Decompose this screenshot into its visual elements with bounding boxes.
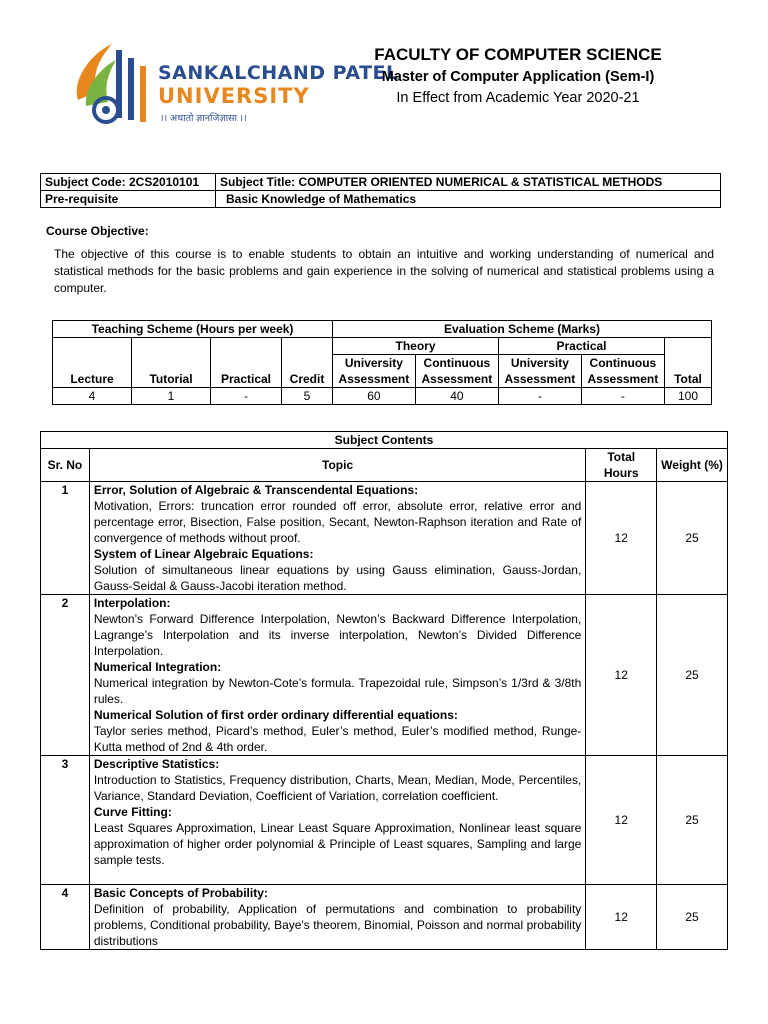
teaching-scheme-header: Teaching Scheme (Hours per week)	[53, 321, 333, 338]
table-row	[41, 482, 728, 595]
row-weight: 25	[657, 885, 728, 950]
topic-heading: Descriptive Statistics:	[93, 757, 220, 771]
subject-code: Subject Code: 2CS2010101	[41, 174, 216, 191]
row-sr: 3	[41, 756, 90, 885]
topic-body: Definition of probability, Application of permutations and combination to probability problems, Conditional probability, Baye's theorem, Binomial, Poisson and normal probability distributions	[93, 902, 582, 948]
col-credit: Credit	[282, 338, 333, 388]
value-credit: 5	[282, 388, 333, 405]
table-row	[41, 756, 728, 885]
university-motto: ।। अथातो ज्ञानजिज्ञासा ।।	[160, 113, 247, 124]
evaluation-scheme-header: Evaluation Scheme (Marks)	[333, 321, 712, 338]
topic-heading: Basic Concepts of Probability:	[93, 886, 268, 900]
topic-heading: Numerical Solution of first order ordinary differential equations:	[93, 708, 458, 722]
effect-year: In Effect from Academic Year 2020-21	[396, 90, 640, 106]
topic-body: Introduction to Statistics, Frequency distribution, Charts, Mean, Median, Mode, Percentiles, Variance, Standard Deviation, Coefficient of Variation, correlation coefficient.	[93, 773, 582, 803]
col-lecture: Lecture	[53, 338, 132, 388]
topic-heading: System of Linear Algebraic Equations:	[93, 547, 314, 561]
value-lecture: 4	[53, 388, 132, 405]
university-name-line1: SANKALCHAND PATEL	[158, 62, 399, 84]
row-hours: 12	[586, 482, 657, 595]
subject-info-table	[40, 173, 721, 208]
theory-univ-assessment: University Assessment	[333, 355, 416, 388]
value-theory-cont: 40	[415, 388, 498, 405]
row-hours: 12	[586, 595, 657, 756]
course-objective-text: The objective of this course is to enable students to obtain an intuitive and working understanding of numerical and statistical methods for the basic problems and gain experience in the solving of numerical and statistical problems using a computer.	[54, 247, 714, 295]
row-sr: 1	[41, 482, 90, 595]
faculty-title: FACULTY OF COMPUTER SCIENCE	[374, 45, 662, 64]
practical-cont-assessment: Continuous Assessment	[581, 355, 664, 388]
topic-body: Motivation, Errors: truncation error rounded off error, absolute error, relative error and percentage error, Bisection, False position, Secant, Newton-Raphson iteration and Rate of convergence of methods without proof.	[93, 499, 582, 545]
col-sr-no: Sr. No	[41, 449, 90, 482]
theory-cont-assessment: Continuous Assessment	[415, 355, 498, 388]
topic-body: Taylor series method, Picard’s method, Euler’s method, Euler’s modified method, Runge-Kutta method of 2nd & 4th order.	[93, 724, 582, 754]
col-total: Total	[665, 338, 712, 388]
topic-body: Solution of simultaneous linear equations by using Gauss elimination, Gauss-Jordan, Gauss-Seidal & Gauss-Jacobi iteration method.	[93, 563, 582, 593]
topic-heading: Interpolation:	[93, 596, 171, 610]
value-practical: -	[211, 388, 282, 405]
row-topic	[89, 756, 585, 885]
value-total: 100	[665, 388, 712, 405]
scheme-table	[52, 320, 712, 405]
row-hours: 12	[586, 885, 657, 950]
table-row	[41, 595, 728, 756]
value-theory-univ: 60	[333, 388, 416, 405]
row-weight: 25	[657, 595, 728, 756]
topic-body: Newton’s Forward Difference Interpolation, Newton’s Backward Difference Interpolation, Lagrange’s Interpolation and its inverse interpolation, Newton’s Divided Difference Interpolation.	[93, 612, 582, 658]
col-tutorial: Tutorial	[132, 338, 211, 388]
topic-heading: Error, Solution of Algebraic & Transcendental Equations:	[93, 483, 419, 497]
subject-contents-title: Subject Contents	[41, 432, 728, 449]
col-practical: Practical	[211, 338, 282, 388]
practical-univ-assessment: University Assessment	[498, 355, 581, 388]
university-name-line2: UNIVERSITY	[158, 84, 310, 108]
subject-contents-table	[40, 431, 728, 950]
value-tutorial: 1	[132, 388, 211, 405]
topic-heading: Numerical Integration:	[93, 660, 222, 674]
row-topic	[89, 885, 585, 950]
table-row	[41, 885, 728, 950]
prerequisite-label: Pre-requisite	[41, 191, 216, 208]
theory-header: Theory	[333, 338, 499, 355]
row-sr: 2	[41, 595, 90, 756]
topic-heading: Curve Fitting:	[93, 805, 172, 819]
row-weight: 25	[657, 756, 728, 885]
course-objective-heading: Course Objective:	[46, 224, 149, 238]
row-weight: 25	[657, 482, 728, 595]
program-title: Master of Computer Application (Sem-I)	[381, 69, 655, 85]
row-topic	[89, 482, 585, 595]
value-practical-cont: -	[581, 388, 664, 405]
prerequisite-value: Basic Knowledge of Mathematics	[216, 191, 721, 208]
row-topic	[89, 595, 585, 756]
topic-body: Least Squares Approximation, Linear Least Square Approximation, Nonlinear least square approximation of higher order polynomial & Principle of Least squares, Sampling and large sample tests.	[93, 821, 582, 867]
row-sr: 4	[41, 885, 90, 950]
row-hours: 12	[586, 756, 657, 885]
col-total-hours: Total Hours	[586, 449, 657, 482]
practical-header: Practical	[498, 338, 664, 355]
col-topic: Topic	[89, 449, 585, 482]
col-weight: Weight (%)	[657, 449, 728, 482]
value-practical-univ: -	[498, 388, 581, 405]
subject-title: Subject Title: COMPUTER ORIENTED NUMERICAL & STATISTICAL METHODS	[216, 174, 721, 191]
topic-body: Numerical integration by Newton-Cote’s formula. Trapezoidal rule, Simpson’s 1/3rd & 3/8th rules.	[93, 676, 582, 706]
